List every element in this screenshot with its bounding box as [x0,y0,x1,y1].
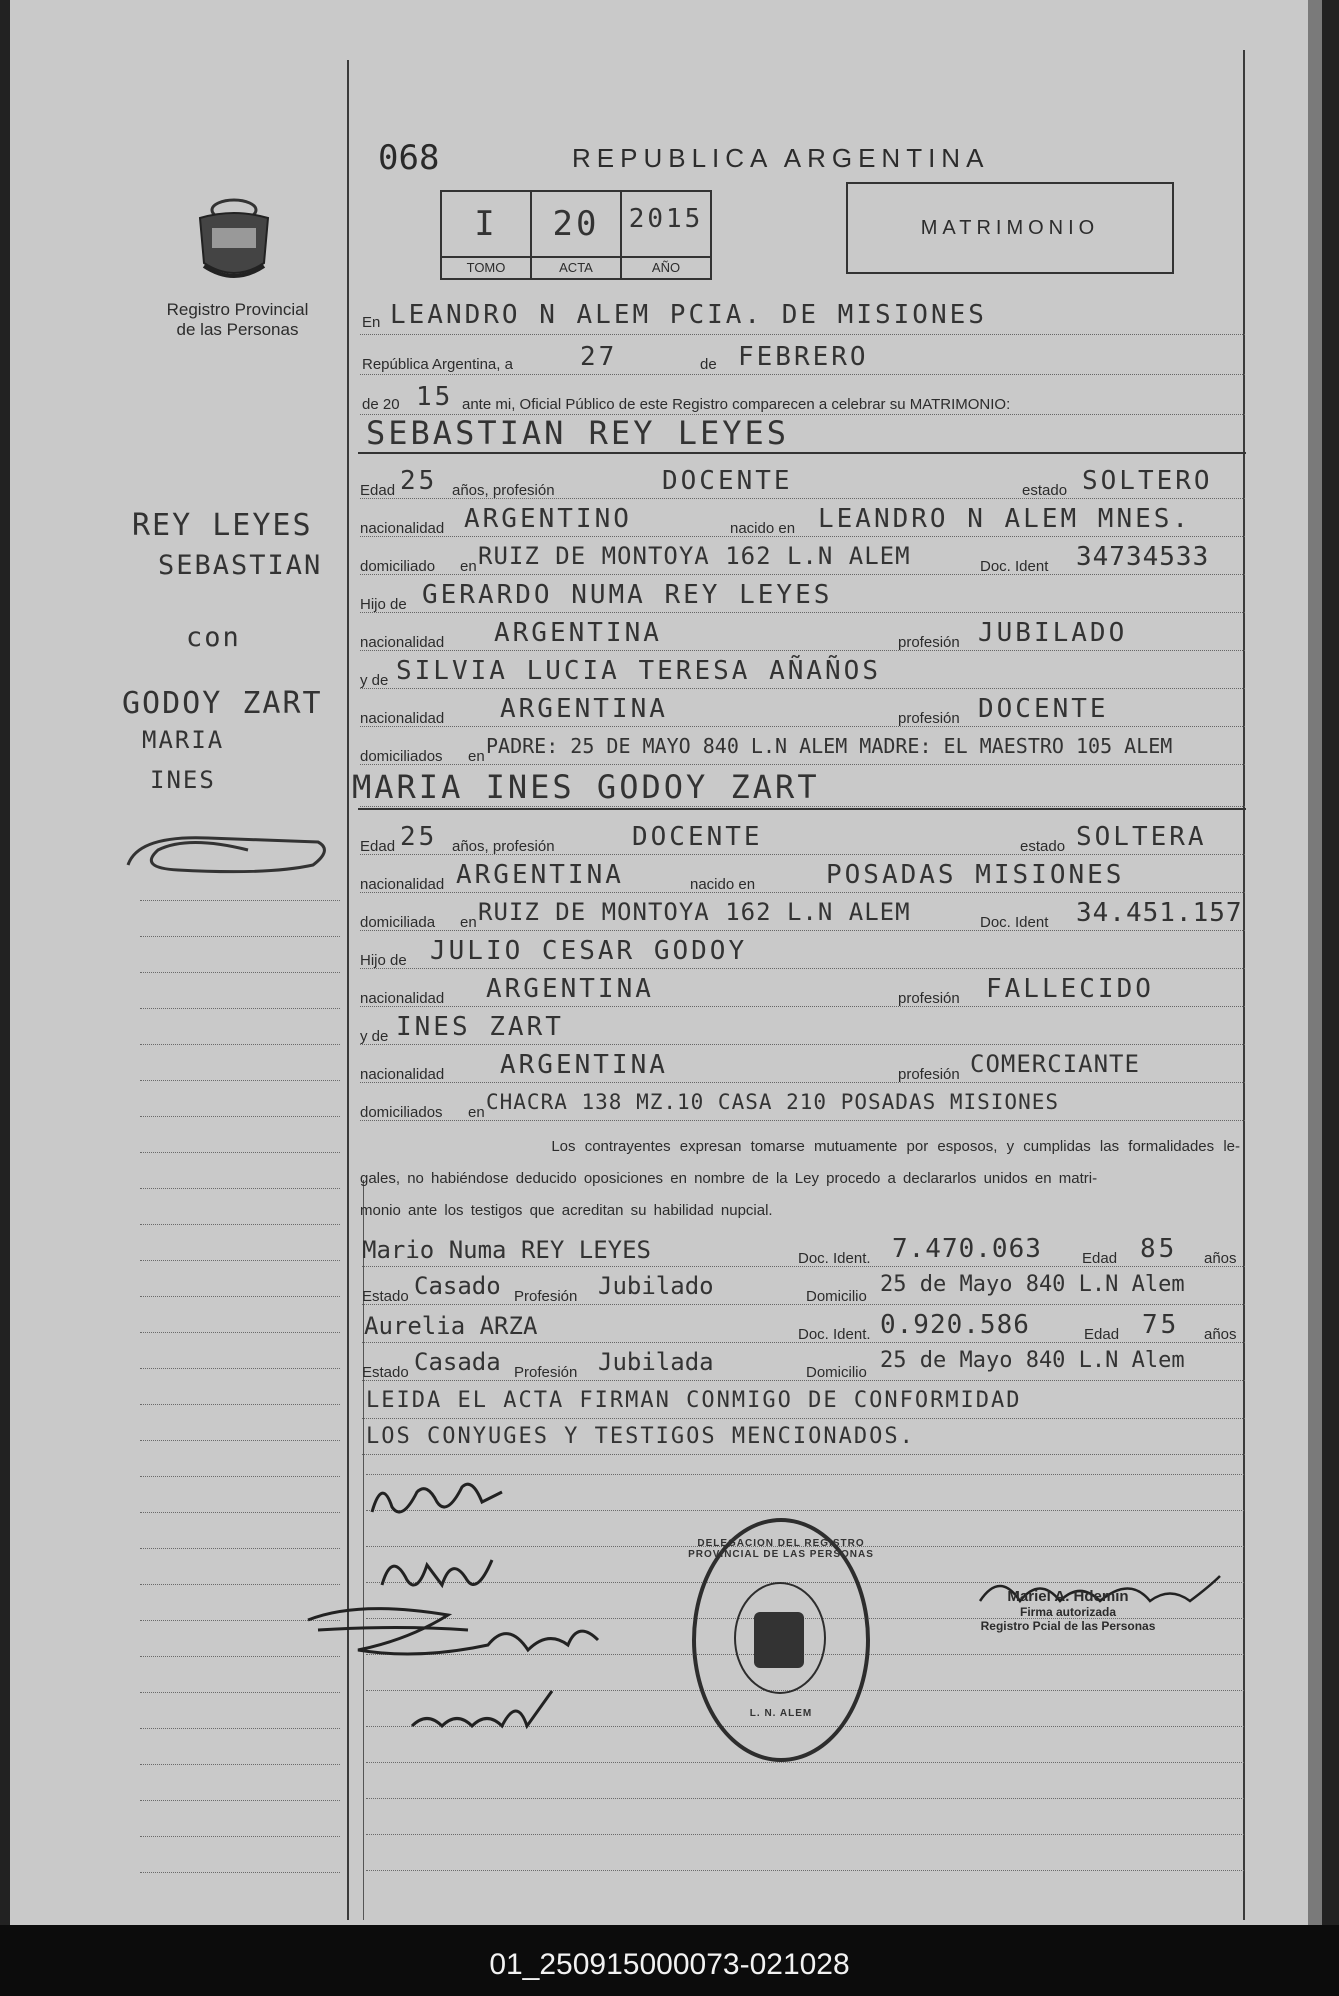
row-place [360,300,1245,335]
act-type-box: MATRIMONIO [846,182,1174,274]
groom-row-age [360,464,1245,499]
witness-1-signature-icon [298,1590,618,1670]
margin-ruled-line [140,1152,340,1153]
witness-1-address: 25 de Mayo 840 L.N Alem [880,1272,1185,1297]
bride-edad-label: Edad [360,838,396,855]
bride-row-address [360,896,1245,931]
bride-row-parents-address [360,1086,1245,1121]
witness-1-domicilio-label: Domicilio [806,1288,867,1305]
groom-nationality: ARGENTINO [464,504,632,534]
margin-ruled-line [140,1764,340,1765]
margin-ruled-line [140,1404,340,1405]
bride-estado-label: estado [1020,838,1066,855]
bride-row-nationality [360,858,1245,893]
witness-2-address: 25 de Mayo 840 L.N Alem [880,1348,1185,1373]
margin-ruled-line [140,1548,340,1549]
witness-2-edad-label: Edad [1084,1326,1120,1343]
margin-ruled-line [140,1800,340,1801]
margin-groom-surname: REY LEYES [132,508,313,543]
bride-hijo-label: Hijo de [360,952,407,969]
tomo-cell [442,192,532,278]
groom-address: RUIZ DE MONTOYA 162 L.N ALEM [478,542,911,570]
margin-ruled-line [140,1836,340,1837]
witness-2-estado-label: Estado [362,1364,409,1381]
bride-nacido-label: nacido en [690,876,756,893]
margin-ruled-line [140,1872,340,1873]
margin-ruled-line [140,972,340,973]
bride-parents-address: CHACRA 138 MZ.10 CASA 210 POSADAS MISIONES [486,1090,1060,1114]
groom-y-de-label: y de [360,672,389,689]
groom-row-father [360,578,1245,613]
provincial-emblem-icon [190,188,278,288]
witness-2-anios-label: años [1204,1326,1237,1343]
witness-2-doc-label: Doc. Ident. [798,1326,871,1343]
row-year [360,380,1245,415]
bride-age: 25 [400,822,438,852]
witness-2-profesion-label: Profesión [514,1364,578,1381]
witness-1-profesion-label: Profesión [514,1288,578,1305]
margin-signature-icon [118,820,338,880]
row-bride-name [352,766,1245,807]
bride-y-de-label: y de [360,1028,389,1045]
acta-label: ACTA [532,256,620,278]
official-signature-block [958,1588,1178,1633]
republica-label: República Argentina, a [362,356,513,373]
witness-2-age: 75 [1142,1310,1180,1340]
bride-domicilio-label: domiciliada [360,914,436,931]
groom-parents-address: PADRE: 25 DE MAYO 840 L.N ALEM MADRE: EL MAESTRO 105 ALEM [486,734,1173,758]
groom-row-parents-address [360,730,1245,765]
bride-parents-dom-label: domiciliados [360,1104,443,1121]
groom-nacionalidad-label: nacionalidad [360,520,445,537]
groom-father-nat-label: nacionalidad [360,634,445,651]
margin-conjunction: con [186,622,241,653]
margin-bride-surname: GODOY ZART [122,686,323,721]
groom-parents-dom-label: domiciliados [360,748,443,765]
month-value: FEBRERO [738,342,869,372]
declaration-line-1: Los contrayentes expresan tomarse mutuamente por esposos, y cumplidas las formalidades le- [551,1138,1240,1155]
bride-father-prof-label: profesión [898,990,960,1007]
stamp-inner-text: L. N. ALEM [749,1708,813,1719]
bride-estado: SOLTERA [1076,822,1207,852]
witness-1-edad-label: Edad [1082,1250,1118,1267]
margin-ruled-line [140,1296,340,1297]
witness-2-estado: Casada [414,1348,501,1376]
groom-profession: DOCENTE [662,466,793,496]
margin-ruled-line [140,1224,340,1225]
bride-father-nat-label: nacionalidad [360,990,445,1007]
witness-1-age: 85 [1140,1234,1178,1264]
groom-mother: SILVIA LUCIA TERESA AÑAÑOS [396,656,881,686]
margin-ruled-line [140,1368,340,1369]
witness-1-estado: Casado [414,1272,501,1300]
declaration-line-3: monio ante los testigos que acreditan su habilidad nupcial. [360,1202,773,1219]
bride-full-name: MARIA INES GODOY ZART [352,768,820,806]
margin-ruled-line [140,1512,340,1513]
country-title: REPUBLICA ARGENTINA [572,143,990,173]
groom-domicilio-label: domiciliado [360,558,436,575]
margin-ruled-line [140,1692,340,1693]
official-name: Mariel A. Hdemin [1007,1588,1129,1605]
bride-doc-label: Doc. Ident [980,914,1049,931]
anio-value: 2015 [628,204,704,234]
page-number: 068 [378,138,440,178]
witness-2-signature-icon [402,1686,572,1746]
year-prefix: de 20 [362,396,400,413]
tomo-value: I [474,204,498,244]
bride-father-nationality: ARGENTINA [486,974,654,1004]
margin-ruled-line [140,1440,340,1441]
witness-2-profession: Jubilada [598,1348,714,1376]
bride-profession: DOCENTE [632,822,763,852]
groom-father-profession: JUBILADO [978,618,1128,648]
groom-estado: SOLTERO [1082,466,1213,496]
witness-1-anios-label: años [1204,1250,1237,1267]
signature-ruled-line [366,1798,1244,1799]
groom-father-nationality: ARGENTINA [494,618,662,648]
closing-line-2: LOS CONYUGES Y TESTIGOS MENCIONADOS. [366,1424,915,1449]
margin-ruled-line [140,900,340,901]
witness-2-row-details [362,1346,1245,1381]
groom-signature-icon [362,1472,512,1532]
en-label: En [362,314,381,331]
day-value: 27 [580,342,618,372]
groom-parents-en-label: en [468,748,485,765]
signature-ruled-line [366,1762,1244,1763]
stamp-outer-text: DELEGACION DEL REGISTRO PROVINCIAL DE LAS PERSONAS [688,1538,874,1560]
margin-ruled-line [140,1080,340,1081]
groom-full-name: SEBASTIAN REY LEYES [366,414,790,452]
groom-doc-label: Doc. Ident [980,558,1049,575]
groom-separator [358,452,1246,454]
groom-birthplace: LEANDRO N ALEM MNES. [818,504,1192,534]
closing-row-2 [362,1420,1245,1455]
margin-ruled-line [140,1728,340,1729]
groom-row-mother [360,654,1245,689]
office-line-1: Registro Provincial [166,300,309,319]
signature-ruled-line [366,1870,1244,1871]
witness-1-doc-label: Doc. Ident. [798,1250,871,1267]
office-line-2: de las Personas [176,320,299,339]
margin-bride-name-2: INES [150,766,216,794]
ante-text: ante mi, Oficial Público de este Registro comparecen a celebrar su MATRIMONIO: [462,396,1011,413]
witness-2-name: Aurelia ARZA [364,1312,538,1340]
registry-office [140,300,335,340]
bride-row-father [360,934,1245,969]
bride-doc: 34.451.157 [1076,898,1243,928]
closing-line-1: LEIDA EL ACTA FIRMAN CONMIGO DE CONFORMIDAD [366,1388,1022,1413]
margin-ruled-line [140,1584,340,1585]
groom-mother-nationality: ARGENTINA [500,694,668,724]
margin-groom-name: SEBASTIAN [158,550,323,581]
groom-age: 25 [400,466,438,496]
acta-cell [532,192,622,278]
stamp-emblem-icon [754,1612,804,1668]
groom-row-nationality [360,502,1245,537]
bride-father: JULIO CESAR GODOY [430,936,748,966]
bride-row-age [360,820,1245,855]
groom-hijo-label: Hijo de [360,596,407,613]
official-office: Registro Pcial de las Personas [980,1619,1156,1633]
witness-1-name: Mario Numa REY LEYES [362,1236,651,1264]
year-suffix: 15 [416,382,454,412]
groom-estado-label: estado [1022,482,1068,499]
bride-mother-profession: COMERCIANTE [970,1050,1140,1078]
tomo-label: TOMO [442,256,530,278]
groom-mother-nat-label: nacionalidad [360,710,445,727]
witness-1-doc: 7.470.063 [892,1234,1042,1264]
witness-2-row-name [362,1308,1245,1343]
closing-row-1 [362,1384,1245,1419]
witness-1-estado-label: Estado [362,1288,409,1305]
acta-value: 20 [552,204,600,244]
declaration-line-2: gales, no habiéndose deducido oposiciones en nombre de la Ley procedo a declararlos unidos en matri- [360,1170,1098,1187]
witness-1-row-details [362,1270,1245,1305]
groom-mother-prof-label: profesión [898,710,960,727]
margin-ruled-line [140,1044,340,1045]
bride-en-label: en [460,914,477,931]
groom-doc: 34734533 [1076,542,1210,572]
groom-father: GERARDO NUMA REY LEYES [422,580,833,610]
bride-profesion-label: años, profesión [452,838,555,855]
witness-2-doc: 0.920.586 [880,1310,1030,1340]
anio-cell [622,192,710,278]
bride-nacionalidad-label: nacionalidad [360,876,445,893]
margin-ruled-line [140,1476,340,1477]
groom-father-prof-label: profesión [898,634,960,651]
anio-label: AÑO [622,256,710,278]
bride-mother: INES ZART [396,1012,564,1042]
de-label: de [700,356,717,373]
margin-ruled-line [140,936,340,937]
groom-row-address [360,540,1245,575]
bride-birthplace: POSADAS MISIONES [826,860,1125,890]
witness-1-profession: Jubilado [598,1272,714,1300]
bride-row-mother-nat [360,1048,1245,1083]
bride-mother-prof-label: profesión [898,1066,960,1083]
groom-en-label: en [460,558,477,575]
margin-ruled-line [140,1008,340,1009]
bride-parents-en-label: en [468,1104,485,1121]
witness-1-row-name [362,1232,1245,1267]
register-box [440,190,712,280]
bride-row-father-nat [360,972,1245,1007]
groom-row-mother-nat [360,692,1245,727]
place-value: LEANDRO N ALEM PCIA. DE MISIONES [390,300,987,330]
signature-ruled-line [366,1834,1244,1835]
groom-mother-profession: DOCENTE [978,694,1109,724]
bride-father-profession: FALLECIDO [986,974,1154,1004]
groom-edad-label: Edad [360,482,396,499]
page-edge [1308,0,1322,1925]
groom-nacido-label: nacido en [730,520,796,537]
bride-row-mother [360,1010,1245,1045]
bride-mother-nationality: ARGENTINA [500,1050,668,1080]
groom-profesion-label: años, profesión [452,482,555,499]
margin-ruled-line [140,1332,340,1333]
margin-ruled-line [140,1188,340,1189]
bride-nationality: ARGENTINA [456,860,624,890]
row-date [360,340,1245,375]
bride-address: RUIZ DE MONTOYA 162 L.N ALEM [478,898,911,926]
row-groom-name [360,414,1245,453]
margin-ruled-line [140,1116,340,1117]
groom-row-father-nat [360,616,1245,651]
bride-mother-nat-label: nacionalidad [360,1066,445,1083]
margin-bride-name-1: MARIA [142,726,225,754]
official-role: Firma autorizada [1019,1605,1117,1619]
scan-file-id: 01_250915000073-021028 [489,1948,850,1981]
witness-2-domicilio-label: Domicilio [806,1364,867,1381]
official-stamp [688,1518,874,1762]
bride-separator [358,808,1246,810]
margin-ruled-line [140,1260,340,1261]
